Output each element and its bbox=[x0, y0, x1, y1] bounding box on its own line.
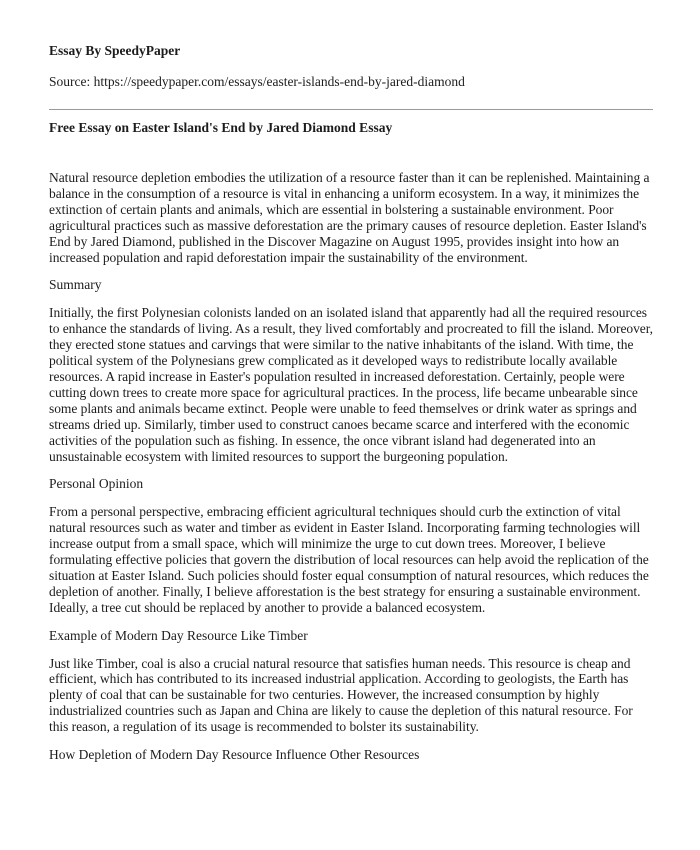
section-paragraph-personal-opinion: From a personal perspective, embracing efficient agricultural techniques should curb the extinction of vital natural resources such as water and timber as evident in Easter Island. Incorporating farming technologies will increase output from a small space, which will minimize the urge to cut down trees. Moreover, I believe formulating effective policies that govern the distribution of local resources can help avoid the replication of the situation at Easter Island. Such policies should foster equal consumption of natural resources, which reduces the depletion of another. Finally, I believe afforestation is the best strategy for ensuring a sustainable environment. Ideally, a tree cut should be replaced by another to provide a balanced ecosystem. bbox=[49, 504, 649, 615]
section-heading-personal-opinion: Personal Opinion bbox=[49, 476, 144, 492]
intro-paragraph: Natural resource depletion embodies the utilization of a resource faster than it can be replenished. Maintaining a balance in the consumption of a resource is vital in enhancing a uniform ecosystem. In a way, it minimizes the extinction of certain plants and animals, which are essential in bolstering a sustainable environment. Poor agricultural practices such as massive deforestation are the primary causes of resource depletion. Easter Island's End by Jared Diamond, published in the Discover Magazine on August 1995, provides insight into how an increased population and rapid deforestation impair the sustainability of the environment. bbox=[49, 170, 650, 265]
source-line: Source: https://speedypaper.com/essays/easter-islands-end-by-jared-diamond bbox=[49, 74, 465, 89]
site-name: Essay By SpeedyPaper bbox=[49, 43, 181, 58]
essay-title: Free Essay on Easter Island's End by Jared Diamond Essay bbox=[49, 120, 393, 135]
section-heading-summary: Summary bbox=[49, 277, 102, 293]
section-paragraph-modern-resource: Just like Timber, coal is also a crucial natural resource that satisfies human needs. This resource is cheap and efficient, which has contributed to its increased industrial application. According to geologists, the Earth has plenty of coal that can be sustainable for two centuries. However, the increased consumption by highly industrialized countries such as Japan and China are likely to cause the depletion of this natural resource. For this reason, a regulation of its usage is recommended to bolster its sustainability. bbox=[49, 655, 633, 735]
section-heading-modern-resource: Example of Modern Day Resource Like Timber bbox=[49, 627, 308, 643]
section-paragraph-summary: Initially, the first Polynesian colonists landed on an isolated island that apparently had all the required resources to enhance the standards of living. As a result, they lived comfortably and procreated to fill the island. Moreover, they erected stone statues and carvings that were similar to the native inhabitants of the island. With time, the political system of the Polynesians grew complicated as it developed ways to redistribute locally available resources. A rapid increase in Easter's population resulted in increased deforestation. Certainly, people were cutting down trees to create more space for agricultural practices. In the process, life became unbearable since some plants and animals became extinct. People were unable to feed themselves or drink water as springs and streams dried up. Similarly, timber used to construct canoes became scarce and interfered with the economic activities of the population such as fishing. In essence, the once vibrant island had degenerated into an unsustainable ecosystem with limited resources to support the burgeoning population. bbox=[49, 305, 653, 464]
header-divider bbox=[49, 109, 653, 110]
essay-body bbox=[49, 170, 653, 775]
section-heading-depletion-influence: How Depletion of Modern Day Resource Influence Other Resources bbox=[49, 747, 420, 763]
document-header bbox=[49, 42, 653, 91]
